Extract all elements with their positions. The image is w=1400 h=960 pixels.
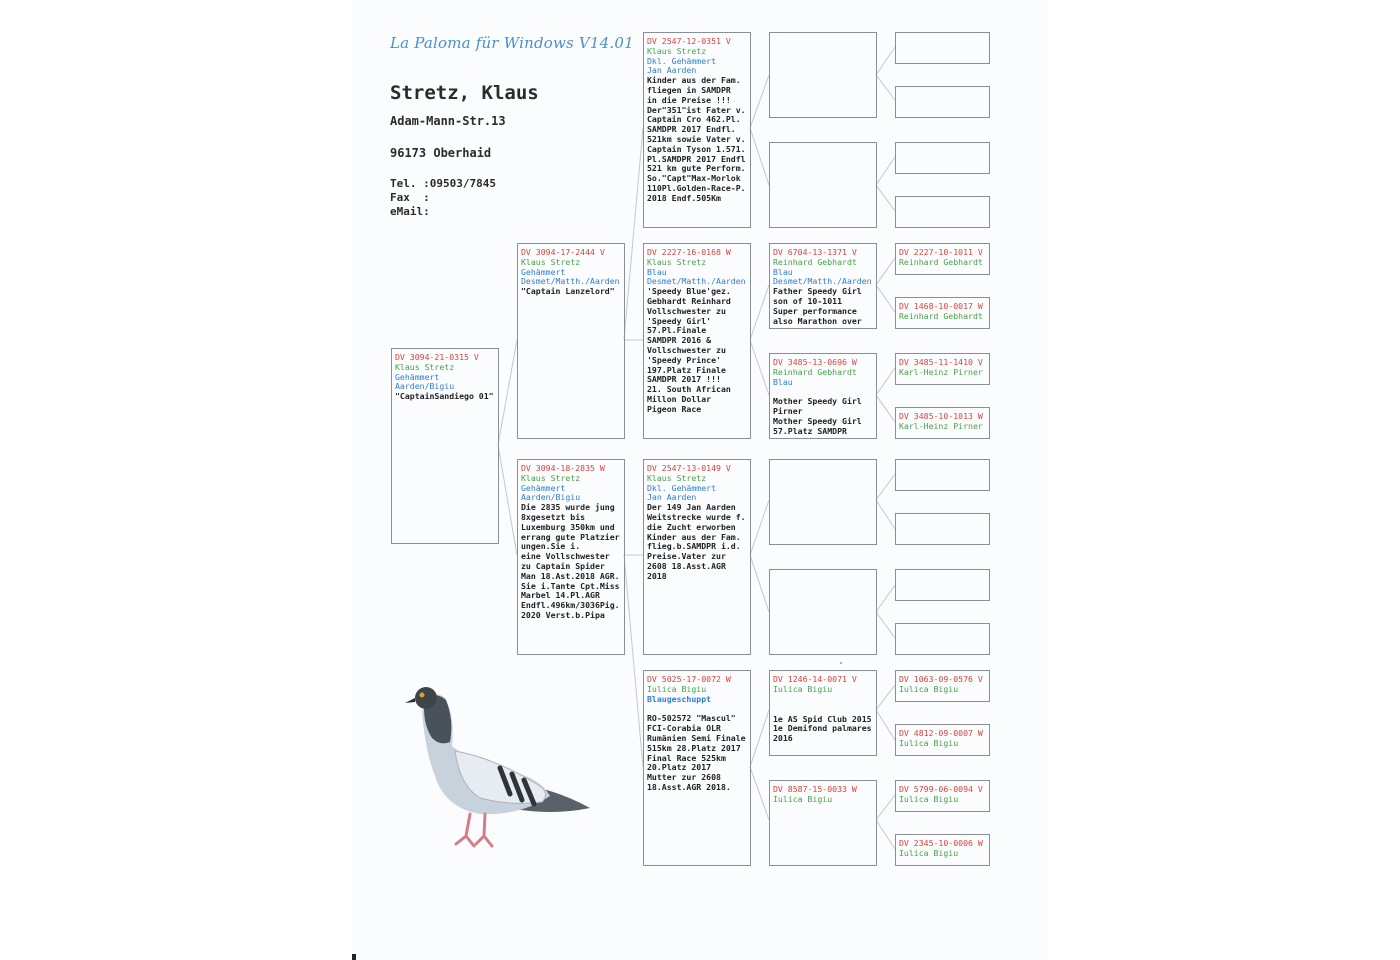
dam-sire-card[interactable] [643,459,751,655]
gen5-card[interactable] [895,780,990,812]
gen5-card[interactable] [895,297,990,329]
breeder-name: Reinhard Gebhardt [899,310,983,321]
pigeon-remarks: RO-502572 "Mascul" FCI-Corabia OLR Rumänien Semi Finale 515km 28.Platz 2017 Final Race 525km 20.Platz 2017 Mutter zur 2608 18.Asst.AGR 2018. [647,713,746,792]
gen5-card[interactable] [895,724,990,756]
pigeon-name: "Captain Lanzelord" [521,286,615,297]
breeder-name: Karl-Heinz Pirner [899,366,983,377]
pigeon-eye [420,693,425,698]
plumage-color: Blau [647,266,667,277]
empty-ancestor-card[interactable] [769,569,877,655]
gen5-card[interactable] [895,670,990,702]
plumage-color: Blau [773,266,793,277]
owner-tel: Tel. :09503/7845 [390,177,496,190]
empty-ancestor-card[interactable] [895,86,990,118]
breeder-name: Klaus Stretz [521,472,581,483]
owner-name: Stretz, Klaus [390,82,539,104]
sire-sire-card[interactable] [643,32,751,228]
pigeon-beak [405,698,415,703]
pigeon-legs [456,814,492,846]
empty-ancestor-card[interactable] [769,32,877,118]
breeder-name: Klaus Stretz [521,256,581,267]
scan-speck [840,662,842,664]
gen5-card[interactable] [895,407,990,439]
breeder-name: Iulica Bigiu [899,683,959,694]
pigeon-remarks: Der 149 Jan Aarden Weitstrecke wurde f. die Zucht erworben Kinder aus der Fam. flieg.b.SAMDPR i.d. Preise.Vater zur 2608 18.Asst.AGR 2018 [647,502,746,581]
plumage-color: Dkl. Gehämmert [647,482,717,493]
empty-ancestor-card[interactable] [895,623,990,655]
ring-number: DV 3485-11-1410 V [899,357,983,367]
breeder-name: Iulica Bigiu [899,793,959,804]
breeder-name: Reinhard Gebhardt [773,256,857,267]
breeder-name: Iulica Bigiu [773,683,833,694]
empty-ancestor-card[interactable] [769,142,877,228]
ring-number: DV 3094-21-0315 V [395,352,479,362]
breeder-name: Reinhard Gebhardt [773,366,857,377]
breeder-name: Iulica Bigiu [647,683,707,694]
owner-email: eMail: [390,205,430,218]
ring-number: DV 2345-10-0006 W [899,838,983,848]
pigeon-remarks: Die 2835 wurde jung 8xgesetzt bis Luxemburg 350km und errang gute Platzier ungen.Sie i. eine Vollschwester zu Captain Spider Man 18.Ast.2018 AGR. Sie i.Tante Cpt.Miss Marbel 14.Pl.AGR Endfl.496km/3036Pig. 2020 Verst.b.Pipa [521,502,620,620]
ring-number: DV 5799-06-0094 V [899,784,983,794]
plumage-color: Gehämmert [521,266,566,277]
strain: Aarden/Bigiu [395,381,455,392]
breeder-name: Iulica Bigiu [899,737,959,748]
strain: Desmet/Matth./Aarden [773,276,872,287]
ring-number: DV 5025-17-0072 W [647,674,731,684]
ring-number: DV 2547-12-0351 V [647,36,731,46]
breeder-name: Klaus Stretz [647,256,707,267]
pigeon-remarks: Kinder aus der Fam. fliegen in SAMDPR in die Preise !!! Der"351"ist Fater v. Captain Cro 462.Pl. SAMDPR 2017 Endfl. 521km sowie Vater v. Captain Tyson 1.571. Pl.SAMDPR 2017 Endfl 521 km gute Perform. So."Capt"Max-Morlok 110Pl.Golden-Race-P. 2018 Endf.505Km [647,75,746,203]
breeder-name: Karl-Heinz Pirner [899,420,983,431]
sire-card[interactable] [517,243,625,439]
breeder-name: Klaus Stretz [647,45,707,56]
ring-number: DV 3094-17-2444 V [521,247,605,257]
pigeon-remarks: 1e AS Spid Club 2015 1e Demifond palmares 2016 [773,713,872,744]
gen5-card[interactable] [895,353,990,385]
ring-number: DV 2547-13-0149 V [647,463,731,473]
ring-number: DV 8587-15-0033 W [773,784,857,794]
empty-ancestor-card[interactable] [895,142,990,174]
owner-fax: Fax : [390,191,430,204]
empty-ancestor-card[interactable] [895,459,990,491]
breeder-name: Klaus Stretz [395,361,455,372]
pigeon-remarks: 'Speedy Blue'gez. Gebhardt Reinhard Vollschwester zu 'Speedy Girl' 57.Pl.Finale SAMDPR 2016 & Vollschwester zu 'Speedy Prince' 197.Platz Finale SAMDPR 2017 !!! 21. South African Millon Dollar Pigeon Race [647,286,731,414]
strain: Jan Aarden [647,65,697,76]
ring-number: DV 4812-09-0007 W [899,728,983,738]
sire-dam-card[interactable] [643,243,751,439]
strain: Desmet/Matth./Aarden [647,276,746,287]
ring-number: DV 1246-14-0071 V [773,674,857,684]
app-title: La Paloma für Windows V14.01 [390,34,634,52]
empty-ancestor-card[interactable] [895,513,990,545]
subject-pigeon-card[interactable] [391,348,499,544]
breeder-name: Iulica Bigiu [899,847,959,858]
ring-number: DV 3094-18-2835 W [521,463,605,473]
owner-street: Adam-Mann-Str.13 [390,114,506,128]
gen5-card[interactable] [895,834,990,866]
sd-sire-card[interactable] [769,243,877,329]
strain: Aarden/Bigiu [521,492,581,503]
dd-sire-card[interactable] [769,670,877,756]
breeder-name: Klaus Stretz [647,472,707,483]
pigeon-head [415,687,437,709]
breeder-name: Iulica Bigiu [773,793,833,804]
ring-number: DV 2227-16-0168 W [647,247,731,257]
plumage-color: Blau [773,376,793,387]
empty-ancestor-card[interactable] [895,569,990,601]
empty-ancestor-card[interactable] [895,196,990,228]
pigeon-illustration [400,676,600,861]
strain: Desmet/Matth./Aarden [521,276,620,287]
plumage-color: Gehämmert [521,482,566,493]
dam-dam-card[interactable] [643,670,751,866]
gen5-card[interactable] [895,243,990,275]
ring-number: DV 6704-13-1371 V [773,247,857,257]
owner-city: 96173 Oberhaid [390,146,492,160]
ring-number: DV 2227-10-1011 V [899,247,983,257]
dd-dam-card[interactable] [769,780,877,866]
breeder-name: Reinhard Gebhardt [899,256,983,267]
empty-ancestor-card[interactable] [769,459,877,545]
dam-card[interactable] [517,459,625,655]
strain: Jan Aarden [647,492,697,503]
ring-number: DV 3485-10-1013 W [899,411,983,421]
pigeon-remarks: Mother Speedy Girl Pirner Mother Speedy Girl 57.Platz SAMDPR [773,396,862,436]
spacer [773,695,873,715]
plumage-color: Blaugeschuppt [647,693,712,704]
plumage-color: Dkl. Gehämmert [647,55,717,66]
sd-dam-card[interactable] [769,353,877,439]
empty-ancestor-card[interactable] [895,32,990,64]
pigeon-name: "CaptainSandiego 01" [395,391,494,402]
ring-number: DV 3485-13-0696 W [773,357,857,367]
plumage-color: Gehämmert [395,371,440,382]
ring-number: DV 1468-10-0017 W [899,301,983,311]
ring-number: DV 1063-09-0576 V [899,674,983,684]
pigeon-remarks: Father Speedy Girl son of 10-1011 Super performance also Marathon over [773,286,862,326]
